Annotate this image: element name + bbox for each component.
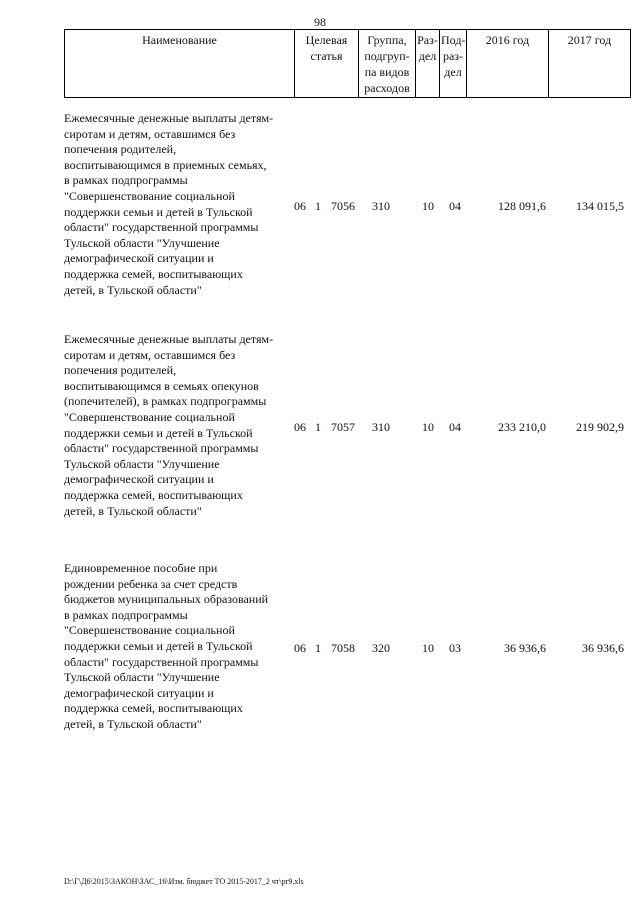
- amount-2016: 36 936,6: [504, 641, 546, 655]
- target-article-code-3: 7057: [331, 420, 355, 434]
- row-name: Единовременное пособие при рождении ребенка за счет средств бюджетов муниципальных образований в рамках подпрограммы "Совершенствование социальной поддержки семьи и детей в Тульской области" государственной программы Тульской области "Улучшение демографической ситуации и поддержка семей, воспитывающих детей, в Тульской области": [64, 561, 269, 731]
- target-article-code-2: 1: [315, 641, 321, 655]
- amount-2017: 134 015,5: [576, 199, 624, 213]
- header-2016: 2016 год: [467, 30, 549, 98]
- amount-2017: 219 902,9: [576, 420, 624, 434]
- target-article-code-2: 1: [315, 199, 321, 213]
- target-article-code-1: 06: [294, 199, 306, 213]
- header-name: Наименование: [65, 30, 295, 98]
- target-article-code-1: 06: [294, 641, 306, 655]
- amount-2016: 233 210,0: [498, 420, 546, 434]
- file-path-footer: D:\Г\Д6\2015\ЗАКОН\ЗАС_16\Изм. бюджет ТО 2015-2017_2 чт\pr9.xls: [64, 877, 304, 886]
- expense-group: 320: [372, 641, 390, 655]
- section: 10: [422, 641, 434, 655]
- amount-2017: 36 936,6: [582, 641, 624, 655]
- header-2017: 2017 год: [549, 30, 631, 98]
- subsection: 04: [449, 199, 461, 213]
- header-section: Раз-дел: [416, 30, 440, 98]
- header-target-article: Целевая статья: [295, 30, 359, 98]
- section: 10: [422, 420, 434, 434]
- target-article-code-1: 06: [294, 420, 306, 434]
- target-article-code-3: 7058: [331, 641, 355, 655]
- amount-2016: 128 091,6: [498, 199, 546, 213]
- subsection: 04: [449, 420, 461, 434]
- header-subsection: Под-раз-дел: [440, 30, 467, 98]
- row-name: Ежемесячные денежные выплаты детям- сиротам и детям, оставшимся без попечения родителей, воспитывающимся в приемных семьях, в рамках подпрограммы "Совершенствование социальной поддержки семьи и детей в Тульской области" государственной программы Тульской области "Улучшение демографической ситуации и поддержка семей, воспитывающих детей, в Тульской области": [64, 111, 274, 297]
- page-number: 98: [314, 15, 326, 29]
- target-article-code-2: 1: [315, 420, 321, 434]
- expense-group: 310: [372, 199, 390, 213]
- target-article-code-3: 7056: [331, 199, 355, 213]
- expense-group: 310: [372, 420, 390, 434]
- header-expense-group: Группа, подгруп-па видов расходов: [359, 30, 416, 98]
- row-name: Ежемесячные денежные выплаты детям- сиротам и детям, оставшимся без попечения родителей, воспитывающимся в семьях опекунов (попечителей), в рамках подпрограммы "Совершенствование социальной поддержки семьи и детей в Тульской области" государственной программы Тульской области "Улучшение демографической ситуации и поддержка семей, воспитывающих детей, в Тульской области": [64, 332, 274, 518]
- subsection: 03: [449, 641, 461, 655]
- section: 10: [422, 199, 434, 213]
